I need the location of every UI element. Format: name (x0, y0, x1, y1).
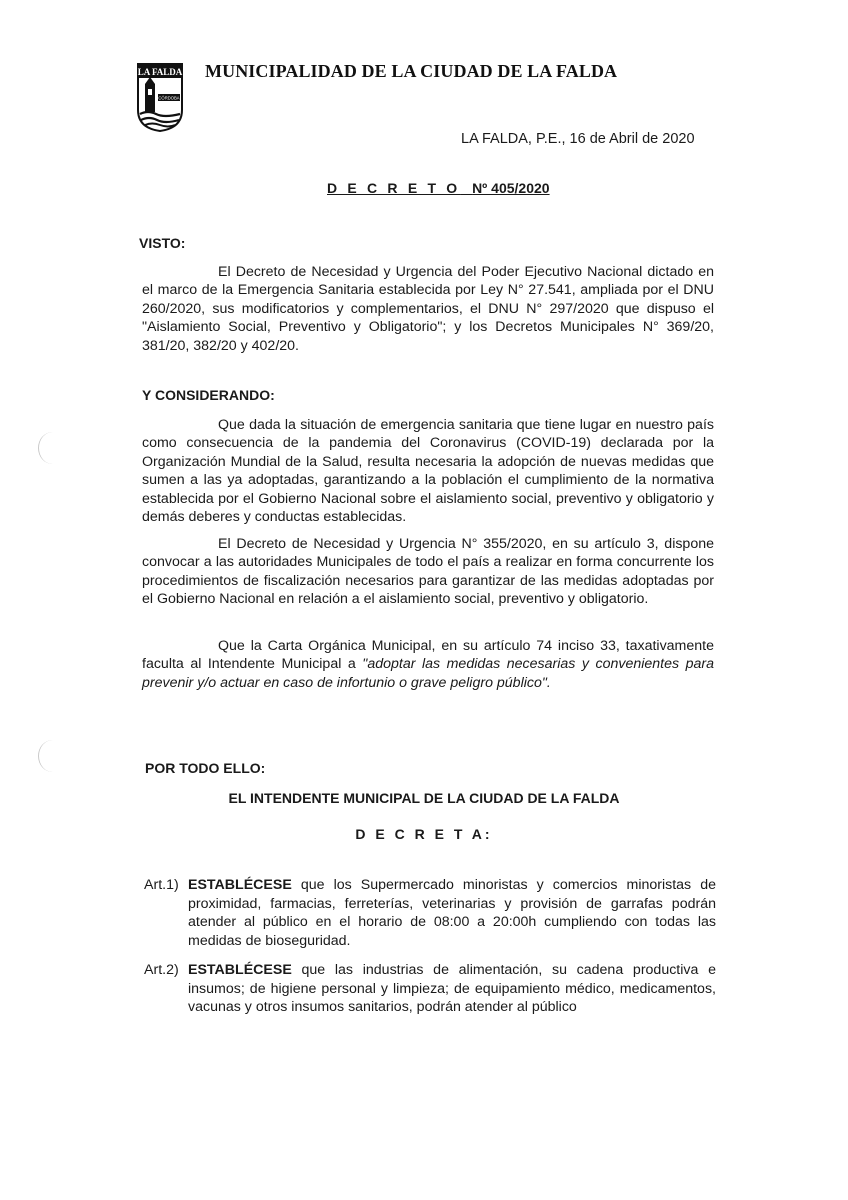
article-body (188, 876, 716, 950)
logo-subtext: CÓRDOBA (158, 95, 180, 101)
decree-title (327, 180, 550, 196)
organic-charter-quote: "adoptar las medidas necesarias y convenientes para prevenir y/o actuar en caso de infortunio o grave peligro público". (142, 656, 714, 691)
visto-heading: VISTO: (139, 235, 186, 251)
article-2 (144, 961, 716, 1017)
article-label: Art.1) (144, 877, 179, 893)
considerando-paragraph-3-text: Que la Carta Orgánica Municipal, en su artículo 74 inciso 33, taxativamente faculta al Intendente Municipal a (142, 638, 714, 673)
considerando-paragraph-2: El Decreto de Necesidad y Urgencia N° 355/2020, en su artículo 3, dispone convocar a las autoridades Municipales de todo el país a realizar en forma concurrente los procedimientos de fiscalización necesarios para garantizar de las medidas adoptadas por el Gobierno Nacional en relación a el aislamiento social, preventivo y obligatorio. (142, 536, 714, 608)
considerando-paragraph-1: Que dada la situación de emergencia sanitaria que tiene lugar en nuestro país como consecuencia de la pandemia del Coronavirus (COVID-19) declarada por la Organización Mundial de la Salud, resulta necesaria la adopción de nuevas medidas que sumen a las ya adoptadas, garantizando a la población el cumplimiento de la normativa establecida por el Gobierno Nacional sobre el aislamiento social, preventivo y obligatorio y demás deberes y conductas establecidas. (142, 417, 714, 526)
considerando-paragraph-3 (142, 637, 714, 692)
punch-hole (38, 432, 67, 464)
logo-text: LA FALDA (137, 67, 183, 77)
municipal-coat-of-arms-logo (136, 62, 184, 132)
article-body (188, 961, 716, 1017)
visto-paragraph: El Decreto de Necesidad y Urgencia del Poder Ejecutivo Nacional dictado en el marco de la Emergencia Sanitaria establecida por Ley N° 27.541, ampliada por el DNU 260/2020, sus modificatorios y complementarios, el DNU N° 297/2020 que dispuso el "Aislamiento Social, Preventivo y Obligatorio"; y los Decretos Municipales N° 369/20, 381/20, 382/20 y 402/20. (142, 264, 714, 354)
article-text: que las industrias de alimentación, su cadena productiva e insumos; de higiene personal y limpieza; de equipamiento médico, medicamentos, vacunas y otros insumos sanitarios, podrán atender al público (188, 962, 716, 1016)
municipality-title: MUNICIPALIDAD DE LA CIUDAD DE LA FALDA (205, 61, 618, 81)
punch-hole (38, 740, 67, 772)
article-label: Art.2) (144, 962, 179, 978)
article-lead: ESTABLÉCESE (188, 962, 292, 978)
decree-word: D E C R E T O (327, 180, 461, 196)
considerando-heading: Y CONSIDERANDO: (142, 387, 275, 403)
decreta-heading: D E C R E T A: (355, 826, 493, 842)
article-1 (144, 876, 716, 950)
por-todo-ello-heading: POR TODO ELLO: (145, 760, 266, 776)
place-and-date: LA FALDA, P.E., 16 de Abril de 2020 (461, 131, 695, 147)
article-text: que los Supermercado minoristas y comercios minoristas de proximidad, farmacias, ferreterías, veterinarias y provisión de garrafas podrán atender al público en el horario de 08:00 a 20:00h cumpliendo con todas las medidas de bioseguridad. (188, 877, 716, 949)
decree-number: Nº 405/2020 (472, 180, 550, 196)
article-lead: ESTABLÉCESE (188, 877, 292, 893)
intendente-heading: EL INTENDENTE MUNICIPAL DE LA CIUDAD DE LA FALDA (228, 790, 620, 806)
